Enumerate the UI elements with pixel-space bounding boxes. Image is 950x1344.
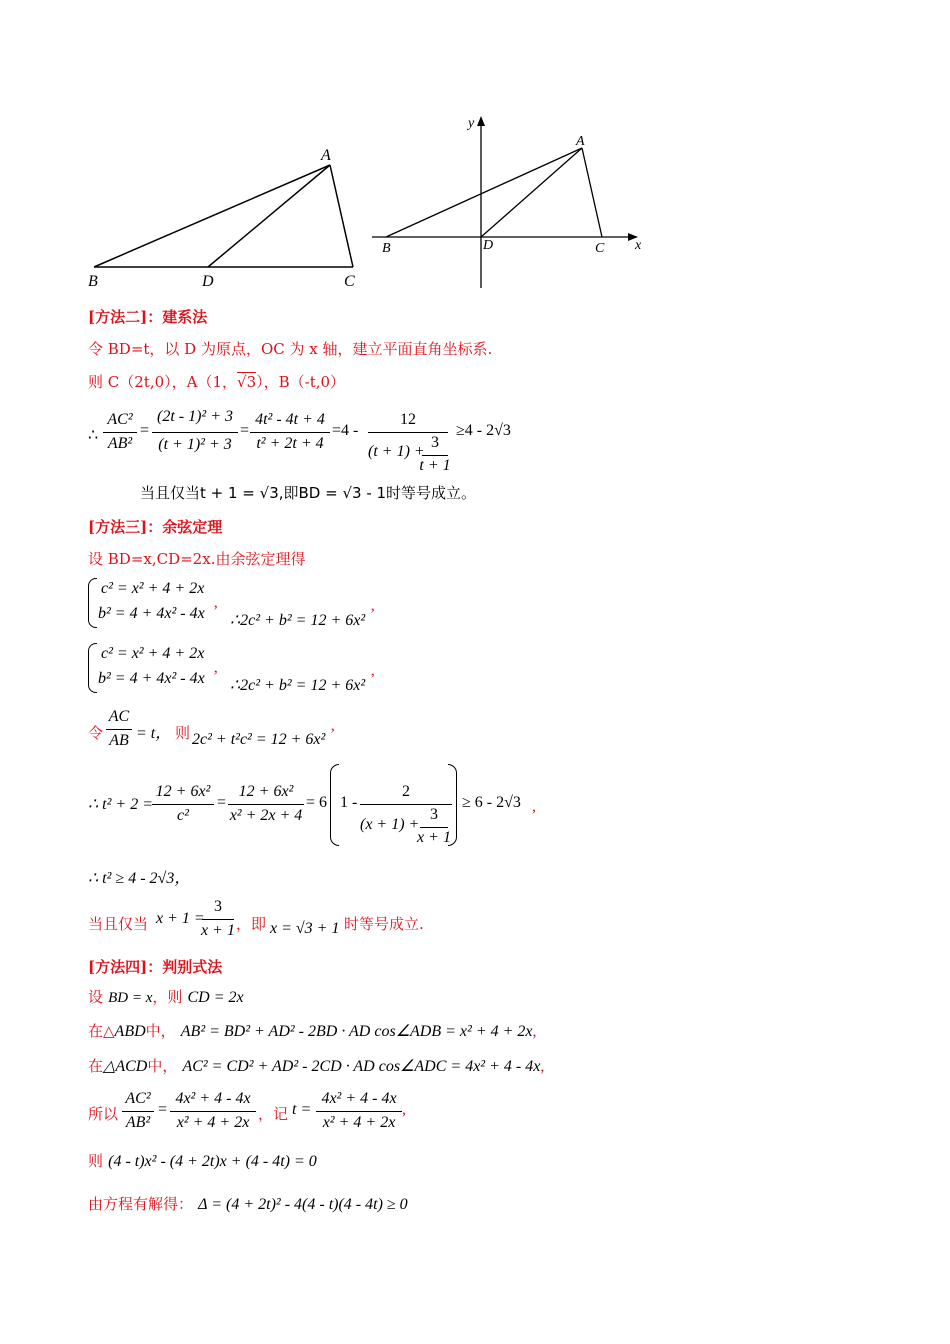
note-t: t =: [292, 1101, 312, 1118]
m2-eq2: =: [240, 422, 250, 439]
t2-final: ∴ t² ≥ 4 - 2√3，: [88, 870, 191, 887]
let-num: AC: [108, 708, 130, 725]
m2-mid-den: (t + 1)² + 3: [158, 436, 232, 453]
note-bar: [316, 1111, 402, 1112]
method4-abd: 在△ABD中， AB² = BD² + AD² - 2BD · AD cos∠ADB = x² + 4 + 2x,: [88, 1022, 537, 1040]
so-bar: [122, 1111, 154, 1112]
system1-row1: c² = x² + 4 + 2x: [101, 580, 205, 597]
m2-lhs-num: AC²: [107, 411, 133, 428]
let-result: 2c² + t²c² = 12 + 6x²: [192, 731, 326, 748]
system2-row1: c² = x² + 4 + 2x: [101, 645, 205, 662]
t2-f2-num: 12 + 6x²: [238, 783, 294, 800]
label-D: D: [202, 273, 214, 290]
so-eq-bar: [170, 1111, 256, 1112]
m2-equality-note: 当且仅当t + 1 = √3,即BD = √3 - 1时等号成立。: [140, 484, 477, 502]
note-num: 4x² + 4 - 4x: [321, 1090, 397, 1107]
t2-lhs: ∴ t² + 2 =: [88, 796, 154, 813]
method3-line1: 设 BD=x,CD=2x.由余弦定理得: [88, 550, 306, 568]
system1-result: ∴2c² + b² = 12 + 6x²: [230, 612, 366, 629]
method2-line1: 令 BD=t，以 D 为原点，OC 为 x 轴，建立平面直角坐标系.: [88, 340, 493, 358]
t2-in-bar: [420, 827, 448, 828]
coordinate-figure: [370, 112, 655, 294]
m2-f3-num: 12: [400, 411, 416, 428]
t2-f1-num: 12 + 6x²: [155, 783, 211, 800]
m2-inner-num: 3: [431, 434, 439, 451]
m2-result: ≥4 - 2√3: [456, 422, 511, 439]
t2-f3-num: 2: [402, 783, 410, 800]
t2-f1-bar: [152, 804, 214, 805]
label-C: C: [344, 273, 355, 290]
let-prefix: 令: [88, 724, 104, 742]
triangle-figure: [80, 140, 370, 290]
method2-therefore: ∴: [88, 427, 99, 444]
label-A2: A: [576, 134, 585, 149]
so-prefix: 所以: [88, 1105, 119, 1123]
m2-f2-bar: [250, 432, 330, 433]
let-then: 则: [175, 724, 191, 742]
t2-f3-den: (x + 1) +: [360, 816, 420, 833]
method3-heading: [方法三]：余弦定理: [88, 518, 223, 536]
t2-lparen: [330, 764, 339, 846]
t2-result: ≥ 6 - 2√3: [462, 794, 521, 811]
eq-cond-bar: [202, 919, 234, 920]
m2-lhs-bar: [103, 432, 137, 433]
label-B2: B: [382, 241, 391, 256]
t2-one-minus: 1 -: [340, 794, 358, 811]
so-eq-num: 4x² + 4 - 4x: [175, 1090, 251, 1107]
label-x-axis: x: [635, 238, 642, 253]
let-eq: = t，: [136, 725, 172, 742]
m2-f3-den: (t + 1) +: [368, 443, 425, 460]
label-A: A: [321, 147, 331, 164]
m2-f2-den: t² + 2t + 4: [256, 435, 324, 452]
so-den: AB²: [125, 1114, 151, 1131]
m2-lhs-den: AB²: [107, 435, 133, 452]
t2-f1-den: c²: [177, 807, 189, 824]
system1-brace: [88, 578, 97, 628]
m2-mid-bar: [152, 432, 238, 433]
t2-rparen: [448, 764, 457, 846]
eq-cond-num: 3: [214, 898, 222, 915]
m2-mid-num: (2t - 1)² + 3: [156, 408, 234, 425]
eq-cond-suffix: 时等号成立.: [344, 915, 424, 933]
label-B: B: [88, 273, 98, 290]
t2-f3-bar: [360, 804, 452, 805]
method2-line2: 则 C（2t,0），A（1，√3），B（-t,0）: [88, 373, 346, 391]
so-eq-den: x² + 4 + 2x: [176, 1114, 250, 1131]
note-den: x² + 4 + 2x: [322, 1114, 396, 1131]
t2-in-den: x + 1: [417, 829, 451, 846]
method4-acd: 在△ACD中， AC² = CD² + AD² - 2CD · AD cos∠ADC = 4x² + 4 - 4x,: [88, 1057, 545, 1075]
m2-four-minus: =4 -: [332, 422, 359, 439]
system1-row2: b² = 4 + 4x² - 4x: [98, 605, 205, 622]
method4-disc: 由方程有解得： Δ = (4 + 2t)² - 4(4 - t)(4 - 4t) ≥ 0: [88, 1195, 408, 1213]
t2-f2-bar: [228, 804, 304, 805]
m2-f3-bar: [368, 432, 448, 433]
system2-result: ∴2c² + b² = 12 + 6x²: [230, 677, 366, 694]
m2-inner-bar: [422, 455, 448, 456]
label-y-axis: y: [468, 116, 475, 131]
method2-heading: [方法二]：建系法: [88, 308, 208, 326]
m2-eq1: =: [140, 422, 150, 439]
method4-then: 则 (4 - t)x² - (4 + 2t)x + (4 - 4t) = 0: [88, 1152, 317, 1170]
method4-line1: 设 BD = x，则 CD = 2x: [88, 988, 244, 1006]
method4-heading: [方法四]：判别式法: [88, 958, 223, 976]
eq-cond-lhs: x + 1 =: [156, 910, 205, 927]
label-D2: D: [483, 238, 494, 253]
t2-in-num: 3: [430, 806, 438, 823]
t2-f2-den: x² + 2x + 4: [229, 807, 303, 824]
eq-cond-den: x + 1: [201, 922, 235, 939]
let-bar: [106, 729, 132, 730]
t2-six: = 6: [306, 794, 328, 811]
label-C2: C: [595, 241, 605, 256]
eq-cond-mid: ，即: [236, 915, 267, 933]
eq-cond-prefix: 当且仅当: [88, 915, 149, 933]
so-num: AC²: [125, 1090, 151, 1107]
m2-inner-den: t + 1: [419, 457, 451, 474]
let-den: AB: [109, 732, 129, 749]
eq-cond-val: x = √3 + 1: [270, 920, 340, 937]
note-prefix: ，记: [258, 1105, 289, 1123]
system2-brace: [88, 643, 97, 693]
system2-row2: b² = 4 + 4x² - 4x: [98, 670, 205, 687]
m2-f2-num: 4t² - 4t + 4: [255, 411, 325, 428]
